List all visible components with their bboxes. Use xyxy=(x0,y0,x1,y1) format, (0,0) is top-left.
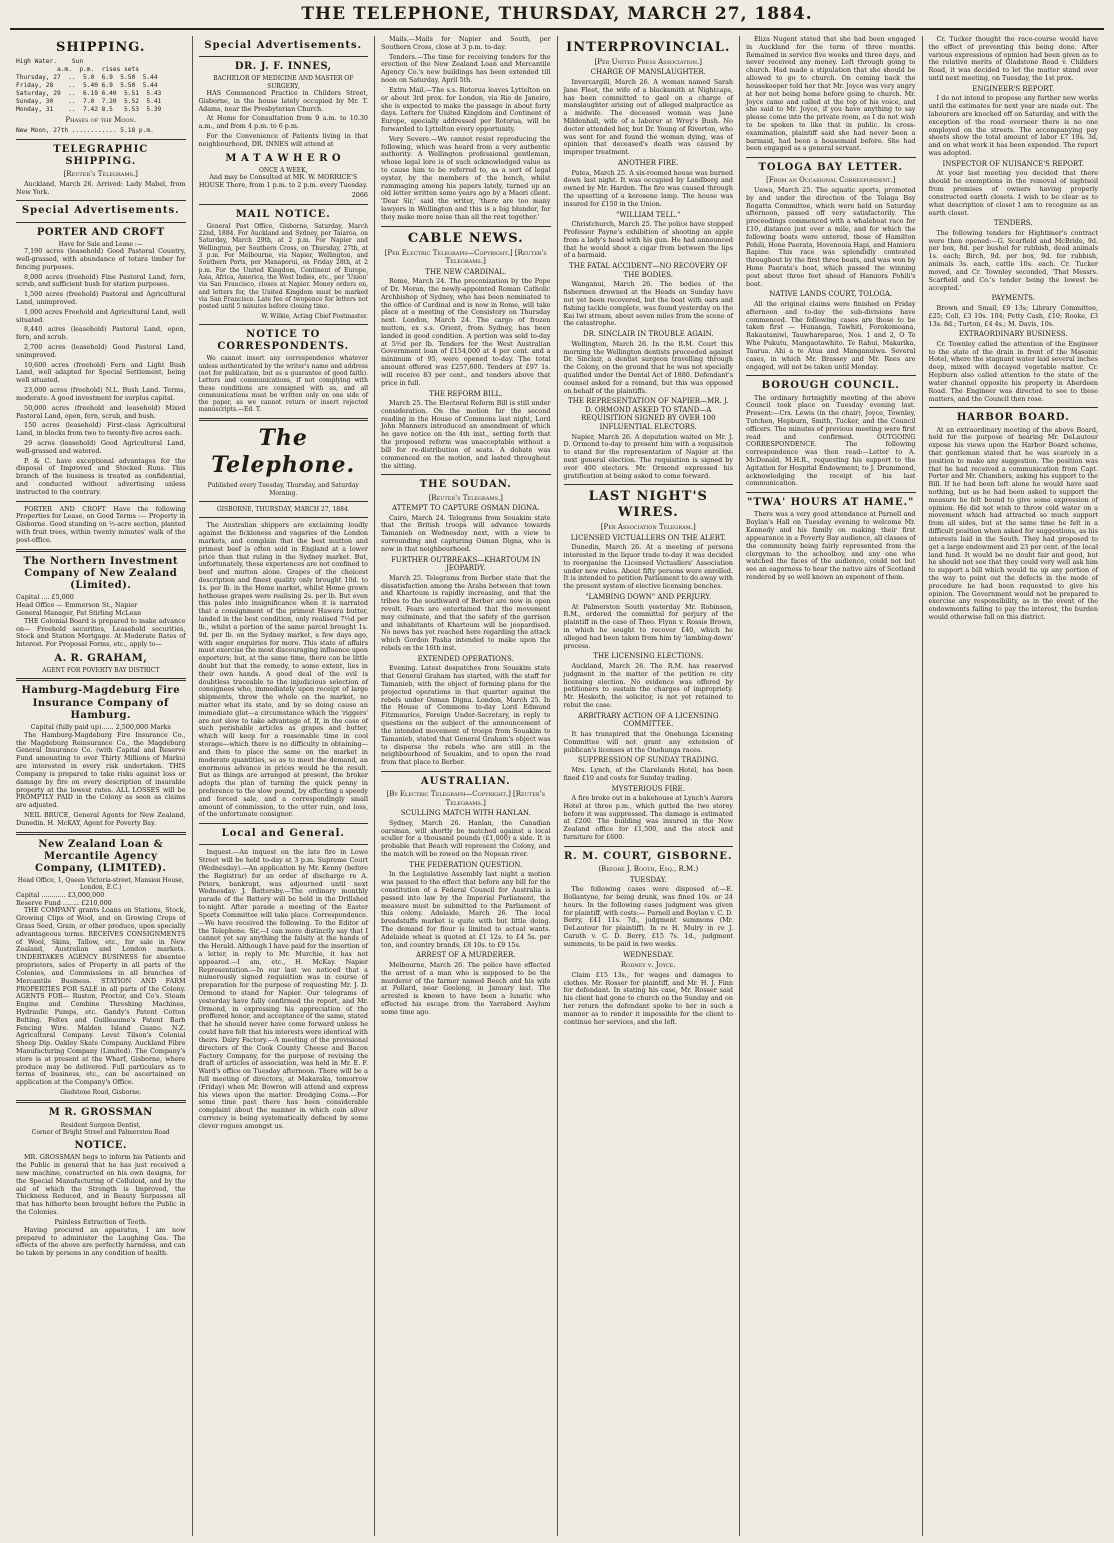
arrest-heading: ARREST OF A MURDERER. xyxy=(416,951,516,960)
loan-address: Gladstone Road, Gisborne. xyxy=(60,1089,142,1097)
porter-croft-item: 23,000 acres (freehold) N.L. Bush Land. Terms, moderate. A good investment for surplus capital. xyxy=(16,386,186,402)
tell-body: Christchurch, March 25. The police have stopped Professor Payne's exhibition of shooting an apple from a lady's head with his gun. He had announced that he would shoot a cigar from between the lips of a barmaid. xyxy=(563,220,733,260)
cardinal-body: Rome, March 24. The preconization by the Pope of Dr. Moran, the newly-appointed Roman Catholic Archbishop of Sydney, who has been nominated to the office of Cardinal and is now in Rome, will take place at a meeting of the Consistory on Thursday next. London, March 24. The cargo of frozen mutton, ex s.s. Orient, from Sydney, has been landed in good condition. A portion was sold to-day at 5½d per lb. Tenders for the West Australian Government loan of £154,000 at 4 per cent. and a minimum of 95, were opened to-day. The total amount offered was £257,600. Tenders at £97 1s. will receive 83 per cent., and tenders above that price in full. xyxy=(381,277,551,387)
tenders-body: The following tenders for Hightimer's contract were then opened:—G. Scarfield and McBride, 9d. per box, 8d. per bushel for rubbish, dead animals 1s. each; Birch, 9d. per box, 9d. for rubbish, animals 3s. each, cattle 10s. each. Cr. Tucker moved, and Cr. Townley seconded, 'That Messrs. Scarfield and Co.'s tender being the lowest be accepted.' xyxy=(928,228,1098,292)
interprovincial-sub: [Per United Press Association.] xyxy=(594,57,702,66)
rm-court-sub: (Before J. Booth, Esq., R.M.) xyxy=(598,865,699,874)
innes-name: DR. J. F. INNES, xyxy=(234,61,332,73)
innes-sub: BACHELOR OF MEDICINE AND MASTER OF SURGERY, xyxy=(213,75,354,90)
payments-heading: PAYMENTS. xyxy=(991,294,1035,303)
napier-heading: THE REPRESENTATION OF NAPIER—MR. J. D. ORMOND ASKED TO STAND—A REQUISITION SIGNED BY OVER 100 INFLUENTIAL ELECTORS. xyxy=(568,397,729,431)
rm-tuesday: TUESDAY. xyxy=(629,875,667,884)
engineer-heading: ENGINEER'S REPORT. xyxy=(972,84,1055,93)
twa-heading: "TWA' HOURS AT HAME." xyxy=(747,497,915,509)
dateline: GISBORNE, THURSDAY, MARCH 27, 1884. xyxy=(216,506,350,514)
tenders-heading: TENDERS. xyxy=(993,219,1033,228)
native-heading: NATIVE LANDS COURT, TOLOGA. xyxy=(769,290,893,299)
manslaughter-heading: CHARGE OF MANSLAUGHTER. xyxy=(590,68,706,77)
licensed-heading: LICENSED VICTUALLERS ON THE ALERT. xyxy=(570,533,726,542)
sunday-heading: SUPPRESSION OF SUNDAY TRADING. xyxy=(577,756,719,765)
loan-office: Head Office, 1, Queen Victoria-street, Mansion House, London, E.C.) xyxy=(17,877,184,892)
innes-hours: At Home for Consultation from 9 a.m. to 10.30 a.m., and from 4 p.m. to 6 p.m. xyxy=(198,114,368,131)
tologa-body: Uawa, March 25. The aquatic sports, promoted by and under the direction of the Tolaga Bay Regatta Committee, which were held on Saturday afternoon, passed off very satisfactorily. The proceedings commenced with a whaleboat race for £10, distance just over a mile, and for which the following boats were entered, those of Hamilton Pohili, Hone Paerata, Hovenouia Hapi, and Hamiora Rapine. This race was splendidly contested throughout by the first three boats, and was won by Hone Paerata's boat, which passed the winning post about three feet ahead of Hamiora Pohili's boat. xyxy=(746,185,916,288)
soudan-title: ATTEMPT TO CAPTURE OSMAN DIGNA. xyxy=(392,504,540,513)
porter-croft-item: 29 acres (leasehold) Good Agricultural Land, well-grassed and watered. xyxy=(16,438,186,455)
fire-heading: ANOTHER FIRE. xyxy=(617,159,679,168)
soudan-sub: [Reuter's Telegrams.] xyxy=(428,493,503,502)
grossman-corner: Corner of Bright Street and Palmerston Road xyxy=(31,1128,170,1136)
arrest-body: Melbourne, March 26. The police have effected the arrest of a man who is supposed to be the murderer of the farmer named Beech and his wife at Pollard, near Geelong, in January last. The arrested is known to have been a lunatic who effected his escape from the Yarraberd Asylum some time ago. xyxy=(381,960,551,1016)
masthead-title: THE TELEPHONE, THURSDAY, MARCH 27, 1884. xyxy=(301,4,813,24)
cable-sub: [Per Electric Telegraph—Copyright.] [Reuter's Telegrams.] xyxy=(384,248,547,266)
further-body: March 25. Telegrams from Berber state that the dissatisfaction among the Arabs between that town and Khartoum is rapidly increasing, and that the tribes to the southward of Berber are now in open revolt. Fears are entertained that the movement may culminate, and that the safety of the garrison and inhabitants of Khartoum will be jeopardised. No news has yet reached here regarding the attack which Gordon Pasha intended to make upon the rebels on the 16th inst. xyxy=(381,573,551,653)
soudan-body: Cairo, March 24. Telegrams from Souakim state that the British troops will advance towards Tamanieb on Wednesday next, with a view to surrounding and capturing Osman Digna, who is now in that neighbourhood. xyxy=(381,513,551,553)
loan-title: New Zealand Loan & Mercantile Agency Company, (LIMITED). xyxy=(35,838,167,874)
telegraphic-sub: [Reuter's Telegrams.] xyxy=(63,170,138,179)
boat-heading: THE FATAL ACCIDENT—NO RECOVERY OF THE BODIES. xyxy=(569,262,728,279)
telegraphic-text: Auckland, March 26. Arrived: Lady Mabel, from New York. xyxy=(16,179,186,196)
shipping-heading: SHIPPING. xyxy=(56,40,146,55)
inspector-body: At your last meeting you decided that there should be exemptions in the removal of nightsoil from premises of owners having properly constructed earth closets. I wish to be clear as to what description of closet I am to recognize as an earth closet. xyxy=(928,169,1098,217)
soudan-heading: THE SOUDAN. xyxy=(419,479,512,491)
column-6 xyxy=(923,36,1105,1536)
masthead xyxy=(10,4,1104,30)
column-5 xyxy=(740,36,923,1536)
mysterious-heading: MYSTERIOUS FIRE. xyxy=(611,784,685,793)
napier-body: Napier, March 26. A deputation waited on Mr. J. D. Ormond to-day to present him with a requisition to stand for the representation of Napier at the next general election. The requisition is signed by over 400 electors. Mr. Ormond expressed his gratification at being asked to come forward. xyxy=(563,432,733,480)
ad-number: 2066 xyxy=(351,190,368,199)
loan-reserve: Reserve Fund ........ £210,000 xyxy=(16,898,112,907)
australian-sub: [By Electric Telegraph—Copyright.] [Reuter's Telegrams.] xyxy=(386,790,545,807)
hamburg-title: Hamburg-Magdeburg Fire Insurance Company of Hamburg. xyxy=(21,685,181,721)
sunday-body: Mrs. Lynch, of the Clarelands Hotel, has been fined £10 and costs for Sunday trading. xyxy=(563,765,733,782)
porter-croft-items xyxy=(16,248,186,456)
mysterious-body: A fire broke out in a bakehouse at Lynch's Aurora Hotel at three p.m., which gutted the two storey before it was suppressed. The damage is estimated at £200. The building was insured in the New Zealand office for £1,500, and the stock and furniture for £600. xyxy=(563,794,733,842)
tell-heading: "WILLIAM TELL." xyxy=(616,210,681,219)
grossman-body: MR. GROSSMAN begs to inform his Patients and the Public in general that he has just received a new machine, constructed on his own designs, for the Special Manufacturing of Celluloid, and by the aid of which the Strength is Improved, the Thickness Reduced, and in Beauty Surpasses all that has hitherto been brought before the Public in the Colonies. xyxy=(16,1153,186,1217)
tologa-sub: [From an Occasional Correspondent.] xyxy=(766,176,896,185)
inspector-heading: INSPECTOR OF NUISANCE'S REPORT. xyxy=(942,159,1085,168)
mails-note: Mails.—Mails for Napier and South, per Southern Cross, close at 3 p.m. to-day. xyxy=(381,36,551,51)
moon-label: Phases of the Moon. xyxy=(65,116,137,125)
telegraphic-heading: TELEGRAPHIC SHIPPING. xyxy=(53,143,149,168)
porter-croft-subtitle: Have for Sale and Lease :— xyxy=(58,240,143,248)
column-2 xyxy=(193,36,376,1536)
tenders-note: Tenders.—The time for receiving tenders for the erection of the New Zealand Loan and Mercantile Agency Co.'s new buildings has been extended till noon on Saturday, April 5th. xyxy=(381,52,551,85)
porter-croft-title: PORTER AND CROFT xyxy=(36,226,165,238)
lambing-heading: "LAMBING DOWN" AND PERJURY. xyxy=(585,593,712,602)
grossman-sub: Resident Surgeon Dentist, xyxy=(60,1121,141,1129)
elections-body: Auckland, March 26. The R.M. has reserved judgment in the matter of the petition re city licensing election. No evidence was offered by petitioners to sustain the charges of impropriety. Mr. Hesketh, the solicitor, is not yet retained to rebut the case. xyxy=(563,661,733,710)
editorial: The Australian shippers are exclaiming loudly against the fickleness and vagaries of the London markets, and complain that the best mutton and primest beef is often sold in England at a lower price than that ruling in the Sydney market. But, unfortunately, these experiences are not confined to beef and mutton alone. Grapes of the choicest description and finest quality only brought 10d. to 1s. per lb. in the Home market, whilst Home grown hothouse grapes were realising 2s. per lb. But even this pales into insignificance when it is narrated that a consignment of the primest Hawera butter, landed in the best condition, only realised 7½d per lb., whilst a portion of the same parcel brought 1s. 9d. per lb. on the Sydney market, a few days ago, with eager enquiries for more. This state of affairs must exercise the most discouraging influence upon exporters; but, at the same time, there can be little doubt but that the remedy, to some extent, lies in their own hands. A good deal of the evil is doubtless traceable to the injudicious selection of consignees who, immediately upon receipt of large shipments, throw the whole on the market, no matter what its state, and by so doing cause an immediate glut—a circumstance which the 'riggers' are not slow to take advantage of. If, in the case of such perishable articles as grapes and butter, which will keep for a reasonable time in cool storage—which there is no difficulty in obtaining—and then to place the same on the market in moderate quantities, so as to meet the demand, an enormous advance in prices would be the result. But as things are arranged at present, the broker adopts the plan of turning the quick penny in preference to the slow pound, by effecting a speedy and forced sale, and a correspondingly small amount of commission, to the utter ruin, and loss, of the unfortunate consignor. xyxy=(198,521,368,819)
rm-wednesday: WEDNESDAY. xyxy=(623,950,674,959)
painless-body: Having procured an apparatus, I am now prepared to administer the Laughing Gas. The effects of the above are perfectly harmless, and can be taken by persons in any condition of health. xyxy=(16,1225,186,1258)
paper-title: The Telephone. xyxy=(211,424,356,478)
tide-table: Thursday, 27 .. 5.0 6.9 5.50 5.44 Friday, 28 .. 5.40 6.9 5.50 5.44 Saturday, 29 .. 6.19 6.40 5.51 5.43 Sunday, 30 .. 7.0 7.20 5.52 5.41 Monday, 31 .. 7.42 8.5 5.53 5.39 xyxy=(16,73,162,114)
local-heading: Local and General. xyxy=(221,828,345,840)
tide-header: High Water. Sun a.m. p.m. rises sets xyxy=(16,57,139,73)
nugent-body: Eliza Nugent stated that she had been engaged in Auckland for the term of three months. Remained in service five weeks and three days, and never received any money. Left through going to church. Had made a stipulation that she should be allowed to go to church. On coming back the housekeeper told her that Mr. Joyce was very angry at her not being home before going to church. Mr. Joyce came and called at the top of his voice, and she said to Mr. Joyce, if you have anything to say please come into the private room, as I do not wish to be spoken to like that in public. In cross-examination, plaintiff said she had never been a barmaid, had been a housemaid before. She had been engaged as a general servant. xyxy=(746,36,916,153)
extraordinary-heading: EXTRAORDINARY BUSINESS. xyxy=(958,330,1068,339)
loan-capital: Capital ............ £3,000,000 xyxy=(16,890,105,899)
porter-croft-item: 1,500 acres (freehold) Pastoral and Agricultural Land, unimproved. xyxy=(16,290,186,306)
federation-body: In the Legislative Assembly last night a motion was passed to the effect that before any bill for the constitution of a Federal Council for Australia is passed into law by the Imperial Parliament, the measure must be submitted to the Parliament of this colony. Adelaide, March 26. The local breadstuffs market is quite with but little doing. The demand for flour is limited to actual wants. Adelaide wheat is quoted at £1 12s. to £4 5s. per ton, and country brands, £8 10s. to £9 15s. xyxy=(381,870,551,949)
harbor-heading: HARBOR BOARD. xyxy=(956,412,1070,424)
extraordinary-body: Cr. Townley called the attention of the Engineer to the state of the drain in front of the Masonic Hotel, where the stagnant water laid several inches deep, mixed with decayed vegetable matter. Cr. Hepburn also called attention to the state of the water channel opposite his property in Aberdeen Road. The Engineer was directed to see to these matters, and the Council then rose. xyxy=(928,339,1098,403)
innes-body: HAS Commenced Practice in Childers Street, Gisborne, in the house lately occupied by Mr. T. Adams, near the Presbyterian Church. xyxy=(198,89,368,113)
borough-heading: BOROUGH COUNCIL. xyxy=(761,380,900,392)
reform-body: March 25. The Electoral Reform Bill is still under consideration. On the motion for the second reading in the House of Commons last night, Lord John Manners introduced an amendment of which he gave notice on the 4th inst., setting forth that the proposed reform was unacceptable without a bill for re-distribution of seats. A debate was commenced on the motion, and lasted throughout the sitting. xyxy=(381,399,551,470)
porter-croft-item: 2,700 acres (leasehold) Good Pastoral Land, unimproved. xyxy=(16,343,186,359)
boat-body: Wanganui, March 26. The bodies of the fishermen drowned at the Heads on Sunday have not yet been recovered, but the boat with oars and fishing tackle complete, was found yesterday on the Kai Iwi stream, about seven miles from the scene of the catastrophe. xyxy=(563,280,733,328)
wires-sub: [Per Association Telegram.] xyxy=(600,523,696,532)
further-heading: FURTHER OUTBREAKS—KHARTOUM IN JEOPARDY. xyxy=(391,555,541,573)
northern-line-0: Capital .... £5,000 xyxy=(16,593,74,602)
northern-agent: A. R. GRAHAM, xyxy=(54,652,148,664)
column-1 xyxy=(10,36,193,1536)
moon-phase: New Moon, 27th ............ 5.18 p.m. xyxy=(16,126,154,134)
porter-croft-item: 7,190 acres (leasehold) Good Pastoral Country, well-grassed, with abundance of totara timber for fencing purposes. xyxy=(16,247,186,271)
reform-heading: THE REFORM BILL. xyxy=(429,389,503,398)
borough-body: The ordinary fortnightly meeting of the above Council took place on Tuesday evening last. Present:—Crs. Lewis (in the chair), Joyce, Townley, Tutchen, Hepburn, Smith, Tucker, and the Council officers. The minutes of previous meeting were first read and confirmed. OUTGOING CORRESPONDENCE. The following correspondence was then read:—Letter to A. McDonald, M.H.R., requesting his support to the Agitation for Hospital Endowment; to J. Drummond, acknowledging the receipt of his last communication. xyxy=(746,393,916,488)
grossman-notice: NOTICE. xyxy=(74,1140,128,1152)
extended-body: Evening. Latest despatches from Souakim state that General Graham has started, with the staff for Tamanieb, with the object of forming plans for the projected operations in that quarter against the rebels under Osman Digna. London, March 25. In the House of Commons to-day Lord Edmund Fitzmaurice, Foreign Under-Secretary, in reply to questions on the subject of the announcement of the intended movement of troops from Souakim to Tamanieb, stated that General Graham's object was to disperse the rebels who are still in the neighbourhood of Souakim, and to open the road from that place to Berber. xyxy=(381,664,551,767)
hamburg-capital: Capital (fully paid up)...... 2,500,000 Marks xyxy=(30,723,171,732)
extended-heading: EXTENDED OPERATIONS. xyxy=(417,654,514,663)
hamburg-body: The Hamburg-Magdeburg Fire Insurance Co., the Magdeburg Reinsurance Co., the Magdeburg General Insurance Co. (with Capital and Reserve Fund amounting to over Thirty Millions of Marks) are interested in every risk undertaken. THIS Company is prepared to take risks against loss or damage by fire on every description of insurable property at the lowest rates. ALL LOSSES will be PROMPTLY PAID in the Colony as soon as claims are adjusted. xyxy=(16,730,186,810)
council-body-top: Cr. Tucker thought the race-course would have the effect of preventing this being done. After various expressions of opinion had been given as to the relative merits of Gladstone Road v. Childers Road, it was decided to let the matter stand over until next meeting, on Tuesday, the 1st prox. xyxy=(928,36,1098,83)
special-ads-heading-2: Special Advertisements. xyxy=(204,40,363,51)
mail-body: General Post Office, Gisborne, Saturday, March 22nd, 1884. For Auckland and Sydney, per Taiaroa, on Saturday, March 29th, at 2 p.m. For Napier and Wellington, per Southern Cross, on Thursday, 27th, at 3 p.m. For Melbourne, via Napier, Wellington, and Southern Ports, per Manaporui, on Friday 28th, at 2 p.m. For the United Kingdom, Continent of Europe, Asia, Africa, America, the West Indies, etc., per 'Union' via San Francisco, closes at Napier. Money orders on, and letters for, the United Kingdom must be marked via San Francisco. Late fee of twopence for letters not posted until 5 minutes before closing time. xyxy=(198,222,368,311)
northern-title: The Northern Investment Company of New Zealand (Limited). xyxy=(23,555,179,592)
rm-wed-sub: Rodney v. Joyce. xyxy=(620,961,676,970)
engineer-body: I do not intend to propose any further new works until the estimates for next year are made out. The labourers are knocked off on Saturday, and with the exception of the road overseer there is no one employed on the streets. The accompanying pay sheets show the total amount of labor £7 19s. 3d, and on what work it has been expended. The report was adopted. xyxy=(928,94,1098,158)
manslaughter-body: Invercargill, March 26. A woman named Sarah Jane Fleet, the wife of a blacksmith at Nightcaps, has been committed to gaol on a charge of manslaughter arising out of alleged malpractice as a midwife. The deceased woman was Jane Mildenhall, wife of a laborer at Wrey's Bush. No doctor attended her, but Dr. Young of Riverton, who was sent for and found the woman dying, was of opinion that deceased's death was caused by improper treatment. xyxy=(563,77,733,157)
australian-heading: AUSTRALIAN. xyxy=(420,775,511,787)
licensed-body: Dunedin, March 26. At a meeting of persons interested in the liquor trade to-day it was decided to reorganise the Licensed Victuallers' Association under new rules. About fifty persons were enrolled. It is intended to petition Parliament to do away with the present system of elective licensing benches. xyxy=(563,543,733,591)
arbitrary-heading: ARBITRARY ACTION OF A LICENSING COMMITTEE. xyxy=(578,711,719,729)
arbitrary-body: It has transpired that the Onehunga Licensing Committee will not grant any extension of publican's licenses at the Onehunga races. xyxy=(563,729,733,754)
porter-croft-item: 150 acres (leasehold) First-class Agricultural Land, in blocks from two to twenty-five acres each. xyxy=(16,421,186,438)
sculling-heading: SCULLING MATCH WITH HANLAN. xyxy=(400,809,531,818)
sinclair-body: Wellington, March 26. In the R.M. Court this morning the Wellington dentists proceeded against Dr. Sinclair, a dentist surgeon travelling through the Colony, on the ground that he was not specially qualified under the Dental Act of 1880. Defendant's counsel asked for a remand, but this was opposed on behalf of the plaintiffs. xyxy=(563,339,733,395)
porter-croft-item: 10,600 acres (freehold) Fern and Light Bush Land, well adapted for Special Settlement, being well situated. xyxy=(16,360,186,385)
harbor-body: At an extraordinary meeting of the above Board, held for the purpose of hearing Mr. DeLautour expose his views upon the Harbor Board scheme, that gentleman stated that he was scarcely in a position to make any suggestion. The position was that he had received a communication from Capt. Porter and Mr. Chambers, asking his support to the Bill. If he had been left alone he would have said nothing, but as he had been asked to support the measure he felt bound to give some expression of opinion. He did not wish to throw cold water on a movement which had attracted so much support from all sides, but at the same time he felt in a difficult position when asked for suggestions, as his interests laid in the South. They had proposed to get a large endowment and 23 per cent. of the local land fund. It would be no doubt fair and good, but he should not see that they could very well ask him to support a bill which would tie up any portion of the way to point out the defects in the mode of procedure he had been requested to give his opinion. The Government would not be prepared to exercise any responsibility, as in the event of the endowments failing to pay the interest, the burden would otherwise fall on this district. xyxy=(928,425,1098,622)
porter-croft-item: 50,000 acres (freehold and leasehold) Mixed Pastoral Land, open, fern, scrub, and bush. xyxy=(16,403,186,420)
morrice: And may be Consulted at MR. W. MORRICE'S HOUSE There, from 1 p.m. to 2 p.m. every Tuesday. xyxy=(198,173,368,189)
matawhero: M A T A W H E R O xyxy=(225,152,342,164)
extra-mail-note: Extra Mail.—The s.s. Rotorua leaves Lyttelton on or about 3rd prox. for London, via Rio de Janeiro, she is expected to make the passage in about forty days. Letters for United Kingdom and Continent of Europe, specially addressed per Rotorua, will be forwarded to Lyttelton every opportunity. xyxy=(381,85,551,133)
twa-body: There was a very good attendance at Parnell and Boylan's Hall on Tuesday evening to welcome Mr. Kennedy and his family on making their first appearance in a Poverty Bay audience, all classes of the community being fairly represented from the clergyman to the schoolboy, and any one who watched the faces of the audience, could not but see an eagerness to hear the native airs of Scotland rendered by so well known an exponent of them. xyxy=(746,510,916,581)
grossman-title: M R. GROSSMAN xyxy=(48,1107,153,1119)
northern-body: THE Colonial Board is prepared to make advance on— Freehold securities, Leasehold securities, Stock and Station Mortgage. At Moderate Rates of Interest. For Proposal Forms, etc., apply to— xyxy=(16,616,186,649)
column-3 xyxy=(375,36,558,1536)
rm-body: The following cases were disposed of:—E. Bollantyne, for being drunk, was fined 10s. or 24 hours. In the following cases judgment was given for plaintiff, with costs:— Parnell and Boylan v. C. D. Berry, £41 11s. 7d., judgment summons (Mr. DeLautour for plaintiff). In re H. Mulry in re J. Caruth v. C. D. Berry, £15 7s. 1d., judgment summons, to be paid in two weeks. xyxy=(563,885,733,948)
cable-heading: CABLE NEWS. xyxy=(407,230,524,246)
correspondents-heading: NOTICE TO CORRESPONDENTS. xyxy=(217,328,350,353)
northern-agent-sub: AGENT FOR POVERTY BAY DISTRICT xyxy=(42,667,160,675)
federation-heading: THE FEDERATION QUESTION. xyxy=(409,860,523,869)
rm-wed-body: Claim £15 13s., for wages and damages to clothes. Mr. Rosser for plaintiff, and Mr. H. J. Finn for defendant. In stating his case, Mr. Rosser said his client had gone to church on the Sunday and on her return the defendant spoke to her in such a manner as to render it impossible for the client to continue her services, and she left. xyxy=(563,970,733,1026)
wires-heading: LAST NIGHT'S WIRES. xyxy=(588,489,708,521)
lambing-body: At Palmerston South yesterday Mr. Robinson, R.M., ordered the committal for perjury of the plaintiff in the case of Theo. Flynn v. Rossie Brown, in which he sought to recover £40, which he alleged had been taken from him by 'lambing-down' process. xyxy=(563,602,733,650)
sinclair-heading: DR. SINCLAIR IN TROUBLE AGAIN. xyxy=(582,330,714,339)
northern-line-2: General Manager, Pat Stirling McLean xyxy=(16,608,142,617)
once-a-week: ONCE A WEEK, xyxy=(258,166,308,174)
published-line: Published every Tuesday, Thursday, and Saturday Morning. xyxy=(207,482,359,497)
interprovincial-heading: INTERPROVINCIAL. xyxy=(566,40,731,55)
very-severe-note: Very Severe.—We cannot resist reproducing the following, which was heard from a very authentic authority. A Wellington professional gentleman, whose legal lore is of such acknowledged value as to cause him to be referred to, as a sort of legal oyster, by the members of the bench, whilst rummaging among his papers lately, turned up an old letter written some years ago by a Maori client. 'Dear Sir,' said the writer, 'there are too many lawyers in Wellington and this is a big blunder, for they make more noise than all the rest together.' xyxy=(381,134,551,221)
elections-heading: THE LICENSING ELECTIONS. xyxy=(593,652,704,661)
native-body: All the original claims were finished on Friday afternoon and to-day the sub-divisions have commenced. The following cases are those to be taken first — Hunanga, Tawhiti, Forokomoana, Rakautaniwi, Tauwhareparae, Nos. 1 and 2, O Te Whe Pukutu, Mangaotawhito. Te Rahui, Makarika, Taarua. Ahi a te Atua and Manganuiwa. Several cases, in which Mr. Brassey and Mr. Rees are engaged, will not be taken until Monday. xyxy=(746,300,916,371)
special-ads-heading: Special Advertisements. xyxy=(21,205,180,217)
hamburg-agent: NEIL BRUCE, General Agents for New Zealand, Dunedin. H. McKAY, Agent for Poverty Bay. xyxy=(16,810,186,827)
correspondents-body: We cannot insert any correspondence whatever unless authenticated by the writer's name and address (not for publication, but as a guarantee of good faith). Letters and communications, if not complying with these conditions are consigned with us, and all communications must be written only on one side of the paper, as we cannot return or insert rejected manuscripts.—Ed. T. xyxy=(198,355,368,414)
northern-line-1: Head Office — Emmerson St., Napier xyxy=(16,601,138,610)
mail-sign: W. Wilkie, Acting Chief Postmaster. xyxy=(261,312,368,320)
porter-croft-item: 1,000 acres Freehold and Agricultural Land, well situated. xyxy=(16,307,186,324)
porter-croft-footer: PORTER AND CROFT Have the following Properties for Lease, on Good Terms :— Property in Gisborne. Good standing on ½-acre section, planted with fruit trees, within twenty minutes' walk of the post-office. xyxy=(16,504,186,544)
cardinal-heading: THE NEW CARDINAL. xyxy=(425,267,507,276)
porter-croft-item: 8,000 acres (freehold) Fine Pastoral Land, fern, scrub, and sufficient bush for station purposes. xyxy=(16,272,186,289)
painless-heading: Painless Extraction of Teeth. xyxy=(54,1217,148,1226)
porter-croft-item: 8,440 acres (leasehold) Pastoral Land, open, fern, and scrub. xyxy=(16,325,186,342)
tologa-heading: TOLOGA BAY LETTER. xyxy=(758,162,904,174)
payments-body: Brown and Smail, £9 13s; Library Committee, £25; Coll, £3 10s. 104; Petty Cash, £10; Rooke, £3 13s. 8d.; Turton, £4 4s.; M. Davis, 10s. xyxy=(928,303,1098,328)
innes-conv: For the Convenience of Patients living in that neighbourhood, DR. INNES will attend at xyxy=(198,132,368,148)
porter-croft-note: P. & C. have exceptional advantages for the disposal of Improved and Stocked Runs. This branch of the business is treated as confidential, and conducted without advertising unless instructed to the contrary. xyxy=(16,456,186,496)
column-4 xyxy=(558,36,741,1536)
fire-body: Patea, March 25. A six-roomed house was burned down last night. It was occupied by Landberg and owned by Mr. Harden. The fire was caused through the upsetting of a kerosene lamp. The house was insured for £150 in the Union. xyxy=(563,168,733,208)
rm-court-heading: R. M. COURT, GISBORNE. xyxy=(564,850,733,862)
local-body: Inquest.—An inquest on the late fire in Lowe Street will be held to-day at 3 p.m. Supreme Court (Wednesday).—An application by Mr. Kenny (before the Registrar) for an order of discharge re A. Peters, bankrupt, was adjourned until next Wednesday. J. Battersby.—The ordinary monthly parade of the Battery will be held in the Drillshed to-night. After parade a meeting of the Easter Sports Committee will take place. Correspondence.—We have received the following. To the Editor of the Telephone. Sir,—I can more distinctly say that I cannot yet say anything the falsity at the hands of the Herald. Although I have paid for the insertion of a letter, in reply to Mr. Murchie, it has not appeared.—I am, etc., H. McKay. Napier Representation.—In our last we noticed that a numerously signed requisition was in course of preparation for the purpose of requesting Mr. J. D. Ormond to stand for Napier. Our telegrams of yesterday have fully confirmed the report, and Mr. Ormond, in expressing his appreciation of the proffered honor, and acceptance of the same, stated that he should never have come forward unless he could have felt that his interests were identical with theirs. Dairy Factory.—A meeting of the provisional directors of the Cook County Cheese and Bacon Factory Company, for the purpose of revising the draft of articles of association, was held in Mr. E. F. Ward's office on Tuesday afternoon. There will be a full meeting of directors, at Makaraka, tomorrow (Friday) when Mr. Bowron will attend and express his views upon the matter. Dredging Coins.—For some time past there has been considerable complaint about the manner in which coin silver currency is being systematically defaced by some clever rogues amongst us. xyxy=(198,848,368,1130)
sculling-body: Sydney, March 26. Hanlan, the Canadian oarsman, will shortly be matched against a local sculler for a thousand pounds (£1,000) a side. It is probable that Beach will represent the Colony, and the match will be rowed on the Nepean river. xyxy=(381,818,551,858)
mail-heading: MAIL NOTICE. xyxy=(235,208,331,220)
loan-body: THE COMPANY grants Loans on Stations, Stock, Growing Clips of Wool, and on Growing Crops of Grass Seed, Grain, or other produce, upon specially advantageous terms. RECEIVES CONSIGNMENTS of Wool, Skins, Tallow, etc., for sale in New Zealand, Australian and London markets. UNDERTAKES AGENCY BUSINESS for absentee proprietors, sales of Property in all parts of the Colonies, and Commissions in all branches of Mercantile Business. STATION AND FARM PROPERTIES FOR SALE in all parts of the Colony. AGENTS FOR— Ruston, Proctor, and Co's. Steam Engine and Combine Threshing Machines, Hydraulic Pumps, etc. Gandy's Patent Cotton Belting. Feltex and Guilleaume's Patent Barb Fencing Wire. Malden Island Guano. N.Z. Agricultural Company. Lovat Tilson's Colonial Sheep Dip. Oakley Skate Company. Auckland Fibre Manufacturing Company (Limited). The Company's store is at present at the Wharf, Gisborne, where produce may be delivered. Full particulars as to terms of business, etc., can be ascertained on application at the Company's Office. xyxy=(16,906,186,1087)
